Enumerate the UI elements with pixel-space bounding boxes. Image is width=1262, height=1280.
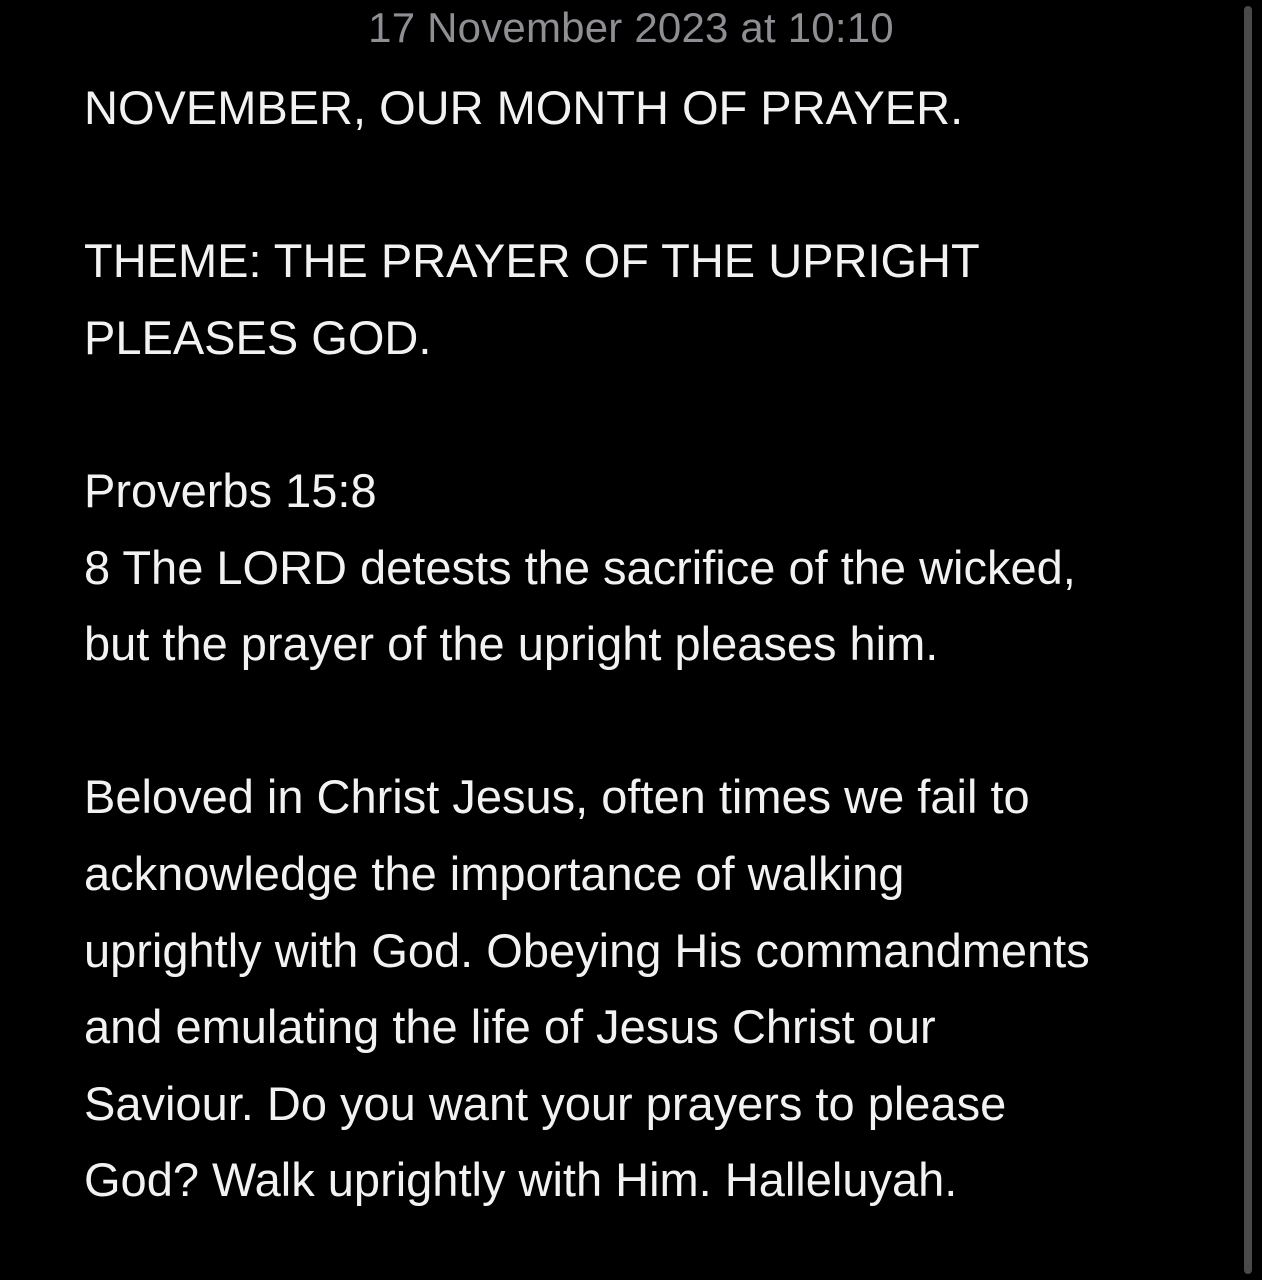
paragraph-gap [84,683,1204,760]
note-line: and emulating the life of Jesus Christ our [84,1000,936,1054]
note-line: NOVEMBER, OUR MONTH OF PRAYER. [84,81,964,134]
note-line: uprightly with God. Obeying His commandments [84,923,1090,977]
paragraph-gap [84,376,1204,453]
note-line: but the prayer of the upright pleases him. [84,617,939,671]
note-line: Beloved in Christ Jesus, often times we fail to [84,770,1030,824]
note-line: 8 The LORD detests the sacrifice of the wicked, [84,540,1076,594]
vertical-scrollbar[interactable] [1242,6,1254,1274]
note-line: Saviour. Do you want your prayers to please [84,1076,1007,1130]
note-timestamp: 17 November 2023 at 10:10 [368,4,894,51]
note-body[interactable] [84,70,1204,1219]
note-line: acknowledge the importance of walking [84,846,905,900]
note-line: God? Walk uprightly with Him. Halleluyah. [84,1153,958,1207]
paragraph-gap [84,147,1204,224]
note-line: PLEASES GOD. [84,310,432,364]
note-line: THEME: THE PRAYER OF THE UPRIGHT [84,234,980,288]
note-line: Proverbs 15:8 [84,463,377,517]
scrollbar-thumb[interactable] [1244,6,1252,1274]
